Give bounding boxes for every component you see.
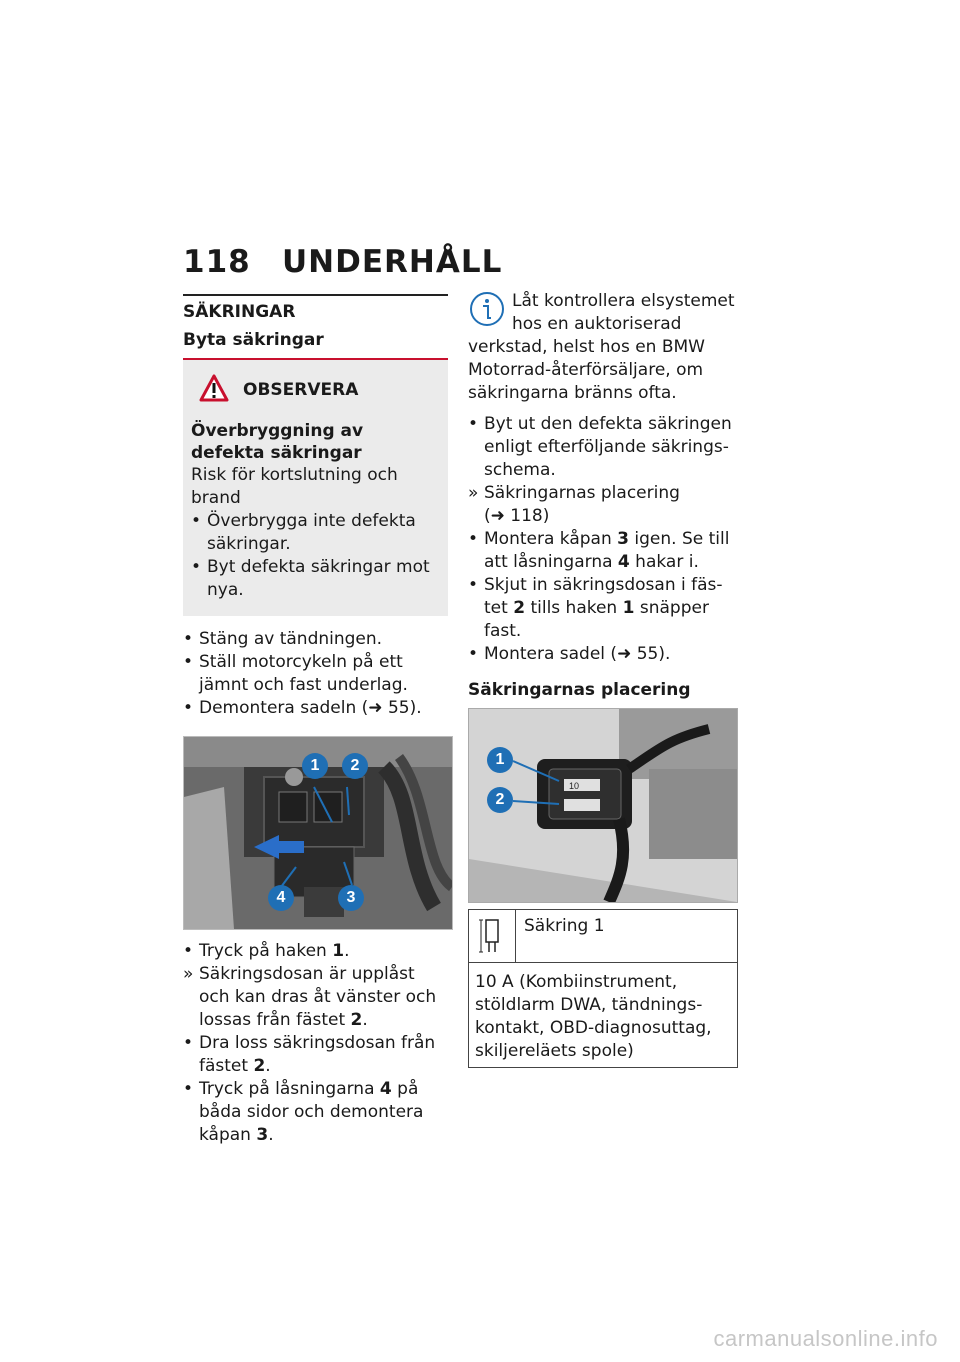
list-item [468, 528, 738, 574]
fuse-table-header [469, 910, 737, 963]
item-ref: 4 [617, 552, 630, 572]
list-item [468, 643, 738, 666]
list-item [183, 628, 448, 651]
list-item [183, 940, 448, 963]
bullet-marker: • [191, 557, 202, 577]
fuse-icon [469, 910, 516, 962]
bullet-marker: • [468, 644, 479, 664]
list-item [183, 1032, 448, 1078]
list-item [183, 651, 448, 697]
callout-4: 4 [268, 885, 294, 911]
step-text: Skjut in säkringsdosan i fäs-tet [484, 575, 723, 618]
step-text: Montera sadel ( [484, 644, 618, 664]
step-text-end: . [362, 1010, 368, 1030]
step-text: Ställ motorcykeln på ett jämnt och fast underlag. [199, 652, 408, 695]
fuse-name: Säkring 1 [524, 916, 605, 936]
bullet-marker: • [183, 1033, 194, 1053]
step-text-mid: igen. Se till att låsningarna [484, 529, 730, 572]
callout-2: 2 [342, 753, 368, 779]
info-icon [468, 290, 506, 328]
callout-1: 1 [302, 753, 328, 779]
step-text: Säkringsdosan är upplåst och kan dras åt vänster och lossas från fästet [199, 964, 437, 1030]
warning-box [183, 360, 448, 616]
page-ref[interactable]: 118 [510, 506, 543, 526]
placement-title: Säkringarnas placering [468, 680, 691, 700]
list-item [468, 574, 738, 643]
bullet-marker: • [183, 652, 194, 672]
step-text: Montera kåpan [484, 529, 618, 549]
info-text-1: Låt kontrollera elsystemet hos en auktoriserad [512, 291, 735, 334]
steps-list-a [183, 628, 448, 720]
list-item [183, 1078, 448, 1147]
callout-3: 3 [338, 885, 364, 911]
warning-bullet-text: Överbrygga inte defekta säkringar. [207, 511, 416, 554]
item-ref: 3 [617, 529, 629, 549]
info-note [468, 290, 738, 336]
bullet-marker: • [183, 941, 194, 961]
info-text-2: verkstad, helst hos en BMW Motorrad-återförsäljare, om säkringarna bränns ofta. [468, 337, 705, 403]
step-text-end: hakar i. [629, 552, 699, 572]
bullet-marker: • [468, 575, 479, 595]
section-rule [183, 294, 448, 296]
warning-header [199, 374, 434, 406]
step-text: Stäng av tändningen. [199, 629, 383, 649]
page-ref[interactable]: 55 [636, 644, 659, 664]
step-text-end: . [265, 1056, 271, 1076]
bullet-marker: • [183, 1079, 194, 1099]
warning-title: Överbryggning av defekta säkringar [191, 421, 364, 463]
left-column [183, 294, 448, 1147]
callout-1: 1 [487, 747, 513, 773]
item-ref: 2 [513, 598, 526, 618]
watermark: carmanualsonline.info [713, 1326, 938, 1351]
result-marker: » [468, 483, 479, 503]
subsection-title: Byta säkringar [183, 330, 324, 350]
list-item [468, 482, 738, 528]
steps-list-right [468, 413, 738, 666]
list-item [183, 697, 448, 720]
warning-label: OBSERVERA [243, 380, 359, 400]
steps-list-b [183, 940, 448, 1147]
step-text-end: . [268, 1125, 274, 1145]
chapter-title: UNDERHÅLL [282, 244, 503, 280]
page-ref-arrow-icon[interactable]: ➜ [368, 698, 388, 718]
fuse-description: 10 A (Kombiinstrument, stöldlarm DWA, tändnings-kontakt, OBD-diagnosuttag, skiljereläets spole) [475, 972, 712, 1061]
list-item [191, 510, 434, 556]
bullet-marker: • [468, 529, 479, 549]
step-text-end: snäpper fast. [484, 598, 709, 641]
step-text: Demontera sadeln ( [199, 698, 369, 718]
warning-bullet-text: Byt defekta säkringar mot nya. [207, 557, 430, 600]
right-column [468, 290, 738, 1068]
item-ref: 3 [256, 1125, 269, 1145]
list-item [183, 963, 448, 1032]
callout-2: 2 [487, 787, 513, 813]
step-text-mid: tills haken [525, 598, 623, 618]
page-ref[interactable]: 55 [387, 698, 410, 718]
bullet-marker: • [191, 511, 202, 531]
bullet-marker: • [183, 698, 194, 718]
fuse-box-photo [183, 736, 453, 930]
item-ref: 2 [253, 1056, 266, 1076]
item-ref: 1 [622, 598, 635, 618]
warning-triangle-icon [199, 374, 229, 406]
result-marker: » [183, 964, 194, 984]
step-text: Dra loss säkringsdosan från fästet [199, 1033, 436, 1076]
warning-text: Risk för kortslutning och brand [191, 465, 398, 508]
step-text: Säkringarnas placering ( [484, 483, 680, 526]
page-number: 118 [183, 244, 251, 280]
fuse-value-glyph: 10 [569, 781, 580, 791]
step-text-end: ). [409, 698, 422, 718]
step-text: Byt ut den defekta säkringen enligt efterföljande säkrings-schema. [484, 414, 732, 480]
bullet-marker: • [468, 414, 479, 434]
page-ref-arrow-icon[interactable]: ➜ [617, 644, 637, 664]
fuse-table [468, 909, 738, 1068]
step-text-mid: på båda sidor och demontera kåpan [199, 1079, 424, 1145]
item-ref: 1 [332, 941, 345, 961]
step-text-end: ) [542, 506, 550, 526]
step-text-end: . [344, 941, 350, 961]
bullet-marker: • [183, 629, 194, 649]
item-ref: 2 [350, 1010, 363, 1030]
list-item [191, 556, 434, 602]
item-ref: 4 [379, 1079, 392, 1099]
section-title: SÄKRINGAR [183, 302, 296, 322]
step-text-end: ). [658, 644, 671, 664]
step-text: Tryck på låsningarna [199, 1079, 380, 1099]
warning-bullets [191, 510, 434, 602]
page-ref-arrow-icon[interactable]: ➜ [490, 506, 511, 526]
fuse-placement-photo [468, 708, 738, 903]
step-text: Tryck på haken [199, 941, 333, 961]
list-item [468, 413, 738, 482]
